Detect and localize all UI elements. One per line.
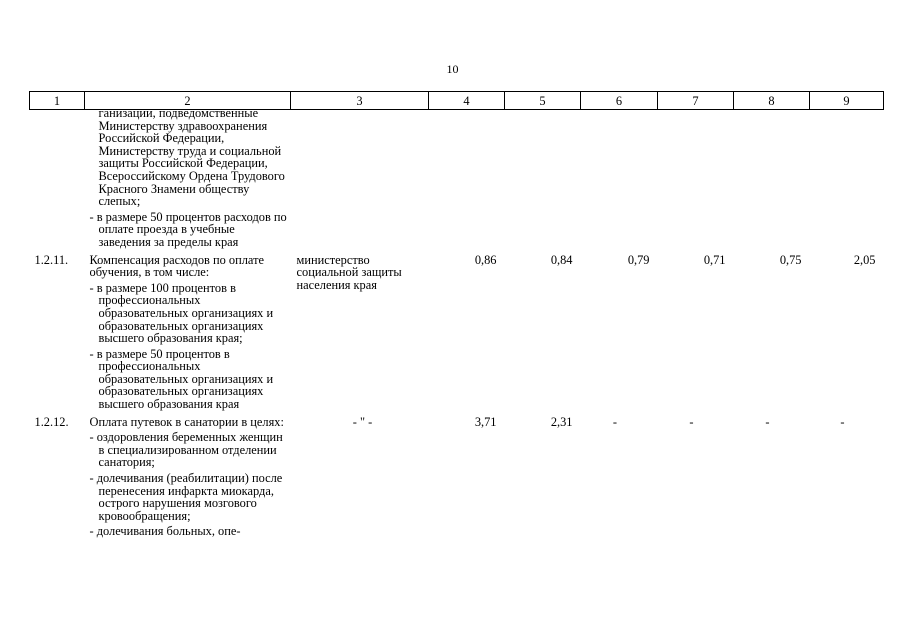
continuation-text: ганизации, подведомственные Министерству здравоохранения Российской Федерации, Министерству труда и социальной защиты Российской Федерации, Всероссийскому Ордена Трудового Красного Знамени обществу слепых;	[98, 106, 285, 209]
sub-item: - оздоровления беременных женщин в специализированном отделении санатория;	[89, 430, 283, 470]
item-description	[85, 249, 291, 411]
program-table	[29, 91, 884, 538]
column-header: 3	[291, 92, 429, 110]
table-row	[30, 110, 884, 249]
value-cell: -	[840, 414, 845, 429]
sub-item: - в размере 100 процентов в профессиональных образовательных организациях и образовательных организациях высшего образования края;	[89, 280, 274, 346]
column-header: 7	[658, 92, 734, 110]
table-row	[30, 249, 884, 411]
sub-item: - в размере 50 процентов в профессиональных образовательных организациях и образовательных организациях высшего образования края	[89, 346, 274, 412]
value-cell: 0,84	[550, 252, 573, 267]
value-cell	[658, 110, 734, 249]
table-row	[30, 411, 884, 538]
column-header: 1	[30, 92, 85, 110]
sub-item: - долечивания (реабилитации) после перенесения инфаркта миокарда, острого нарушения мозгового кровообращения;	[89, 471, 283, 523]
value-cell: 0,79	[627, 252, 650, 267]
value-cell: 0,86	[474, 252, 497, 267]
item-number: 1.2.12.	[34, 414, 69, 429]
value-cell: 2,05	[853, 252, 876, 267]
value-cell: 0,71	[703, 252, 726, 267]
value-cell	[734, 110, 810, 249]
sub-item: - долечивания больных, опе-	[89, 524, 241, 539]
column-header: 4	[429, 92, 505, 110]
value-cell: -	[612, 414, 618, 429]
item-main-text: Компенсация расходов по оплате обучения, в том числе:	[89, 252, 264, 280]
item-number: 1.2.11.	[34, 252, 69, 267]
column-header: 8	[734, 92, 810, 110]
sub-item: - в размере 50 процентов расходов по оплате проезда в учебные заведения за пределы края	[89, 209, 287, 249]
column-header: 6	[581, 92, 658, 110]
value-cell: 3,71	[474, 414, 497, 429]
value-cell: -	[765, 414, 770, 429]
item-description	[85, 106, 291, 249]
page-number: 10	[446, 62, 459, 76]
value-cell	[505, 110, 581, 249]
value-cell	[429, 110, 505, 249]
value-cell: -	[689, 414, 694, 429]
value-cell	[581, 110, 658, 249]
value-cell	[810, 110, 884, 249]
item-description	[85, 411, 291, 538]
responsible-body: министерство социальной защиты населения края	[296, 252, 402, 292]
value-cell: 0,75	[779, 252, 802, 267]
value-cell: 2,31	[550, 414, 573, 429]
column-header: 2	[85, 92, 291, 110]
item-number	[30, 110, 85, 249]
column-header: 9	[810, 92, 884, 110]
responsible-body	[291, 110, 429, 249]
responsible-body: - " -	[352, 414, 373, 429]
column-header: 5	[505, 92, 581, 110]
item-main-text: Оплата путевок в санатории в целях:	[89, 414, 284, 429]
